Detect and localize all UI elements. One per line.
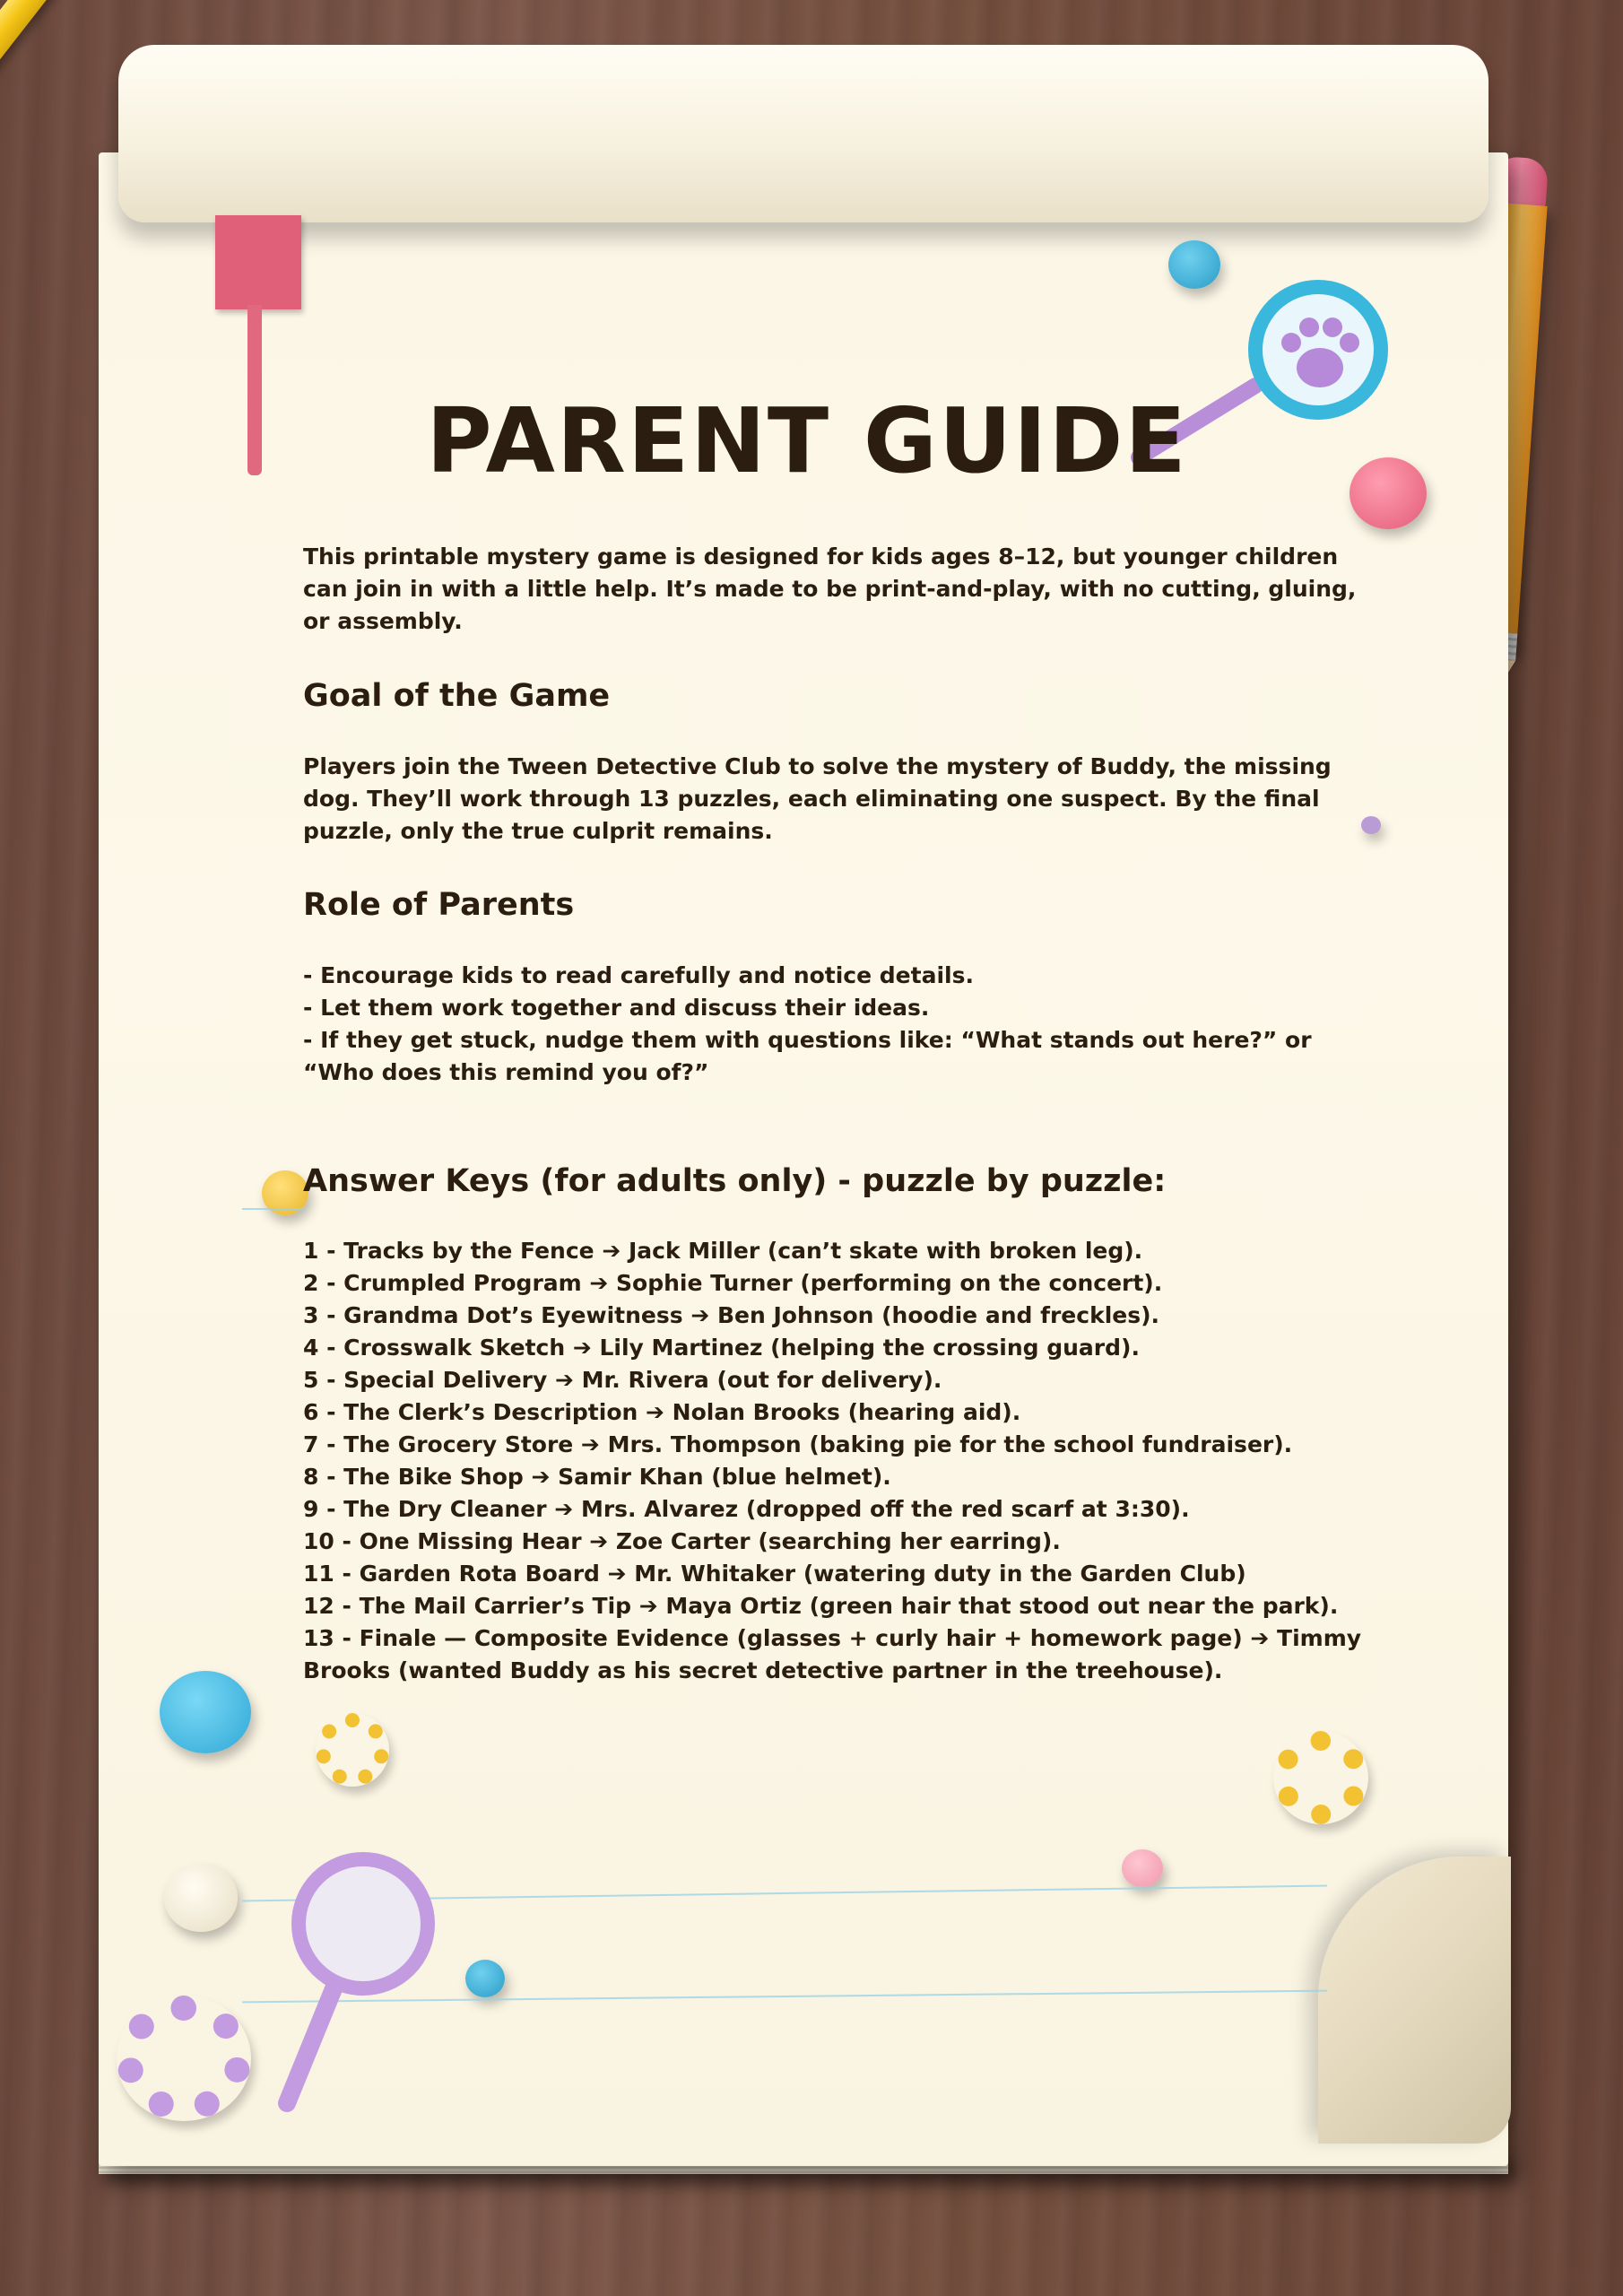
list-item: - Encourage kids to read carefully and notice details. bbox=[303, 962, 974, 988]
ruled-line bbox=[242, 1208, 305, 1210]
answers-heading: Answer Keys (for adults only) - puzzle by puzzle: bbox=[303, 1163, 1167, 1199]
answer-item: 2 - Crumpled Program ➔ Sophie Turner (performing on the concert). bbox=[303, 1270, 1163, 1296]
answer-item: 4 - Crosswalk Sketch ➔ Lily Martinez (helping the crossing guard). bbox=[303, 1335, 1140, 1361]
answer-item: 13 - Finale — Composite Evidence (glasses + curly hair + homework page) ➔ Timmy Brooks (wanted Buddy as his secret detective partner in the treehouse). bbox=[303, 1625, 1362, 1683]
answer-item: 1 - Tracks by the Fence ➔ Jack Miller (can’t skate with broken leg). bbox=[303, 1238, 1143, 1264]
yellow-flower-icon bbox=[1273, 1731, 1368, 1824]
goal-heading: Goal of the Game bbox=[303, 678, 611, 714]
role-list bbox=[303, 960, 1388, 1089]
pink-bookmark bbox=[215, 215, 301, 309]
answer-item: 8 - The Bike Shop ➔ Samir Khan (blue helmet). bbox=[303, 1464, 891, 1490]
small-pink-dot bbox=[1122, 1849, 1163, 1887]
list-item: - Let them work together and discuss their ideas. bbox=[303, 995, 930, 1021]
answer-item: 10 - One Missing Hear ➔ Zoe Carter (searching her earring). bbox=[303, 1528, 1061, 1554]
small-blue-dot bbox=[465, 1960, 505, 1997]
paper-roll-top bbox=[118, 45, 1488, 222]
answer-item: 12 - The Mail Carrier’s Tip ➔ Maya Ortiz (green hair that stood out near the park). bbox=[303, 1593, 1339, 1619]
pink-bookmark-ribbon bbox=[247, 305, 262, 475]
answer-item: 11 - Garden Rota Board ➔ Mr. Whitaker (watering duty in the Garden Club) bbox=[303, 1561, 1246, 1587]
goal-paragraph: Players join the Tween Detective Club to solve the mystery of Buddy, the missing dog. They’ll work through 13 puzzles, each eliminating one suspect. By the final puzzle, only the true culprit remains. bbox=[303, 753, 1332, 844]
answer-item: 5 - Special Delivery ➔ Mr. Rivera (out for delivery). bbox=[303, 1367, 942, 1393]
answer-item: 3 - Grandma Dot’s Eyewitness ➔ Ben Johnson (hoodie and freckles). bbox=[303, 1302, 1160, 1328]
answer-item: 6 - The Clerk’s Description ➔ Nolan Brooks (hearing aid). bbox=[303, 1399, 1021, 1425]
answer-item: 9 - The Dry Cleaner ➔ Mrs. Alvarez (dropped off the red scarf at 3:30). bbox=[303, 1496, 1190, 1522]
yellow-flower-icon bbox=[316, 1713, 389, 1787]
page-title: PARENT GUIDE bbox=[426, 388, 1188, 493]
list-item: - If they get stuck, nudge them with questions like: “What stands out here?” or “Who does this remind you of?” bbox=[303, 1027, 1312, 1085]
cream-dot bbox=[164, 1864, 238, 1932]
intro-paragraph: This printable mystery game is designed for kids ages 8–12, but younger children can join in with a little help. It’s made to be print-and-play, with no cutting, gluing, or assembly. bbox=[303, 544, 1357, 634]
answer-key-list bbox=[303, 1235, 1388, 1687]
role-heading: Role of Parents bbox=[303, 887, 575, 923]
blue-button bbox=[160, 1671, 251, 1753]
magnifying-glass-icon bbox=[260, 1848, 457, 2117]
purple-flower-icon bbox=[117, 1996, 251, 2121]
answer-item: 7 - The Grocery Store ➔ Mrs. Thompson (baking pie for the school fundraiser). bbox=[303, 1431, 1293, 1457]
